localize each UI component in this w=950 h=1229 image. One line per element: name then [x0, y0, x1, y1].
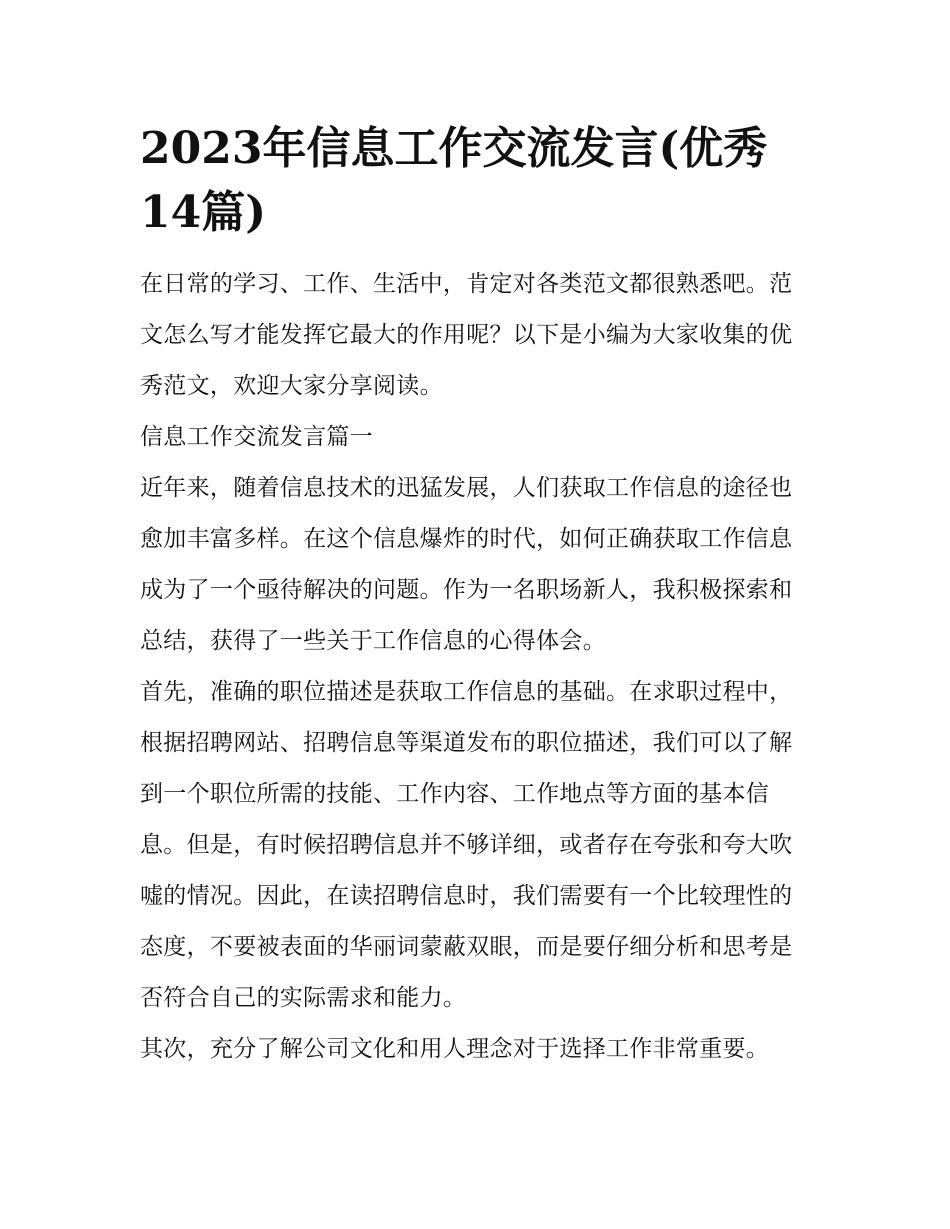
paragraph: 其次，充分了解公司文化和用人理念对于选择工作非常重要。: [140, 1036, 770, 1062]
document-title: 2023年信息工作交流发言(优秀14篇): [140, 123, 768, 238]
section-heading: 信息工作交流发言篇一: [140, 424, 373, 450]
document-body: [140, 117, 812, 1075]
paragraph-intro: 在日常的学习、工作、生活中，肯定对各类范文都很熟悉吧。范文怎么写才能发挥它最大的作用呢？以下是小编为大家收集的优秀范文，欢迎大家分享阅读。: [140, 271, 793, 399]
paragraph: 近年来，随着信息技术的迅猛发展，人们获取工作信息的途径也愈加丰富多样。在这个信息爆炸的时代，如何正确获取工作信息成为了一个亟待解决的问题。作为一名职场新人，我积极探索和总结，获得了一些关于工作信息的心得体会。: [140, 475, 793, 654]
paragraph: 首先，准确的职位描述是获取工作信息的基础。在求职过程中，根据招聘网站、招聘信息等渠道发布的职位描述，我们可以了解到一个职位所需的技能、工作内容、工作地点等方面的基本信息。但是，有时候招聘信息并不够详细，或者存在夸张和夸大吹嘘的情况。因此，在读招聘信息时，我们需要有一个比较理性的态度，不要被表面的华丽词蒙蔽双眼，而是要仔细分析和思考是否符合自己的实际需求和能力。: [140, 679, 793, 1011]
